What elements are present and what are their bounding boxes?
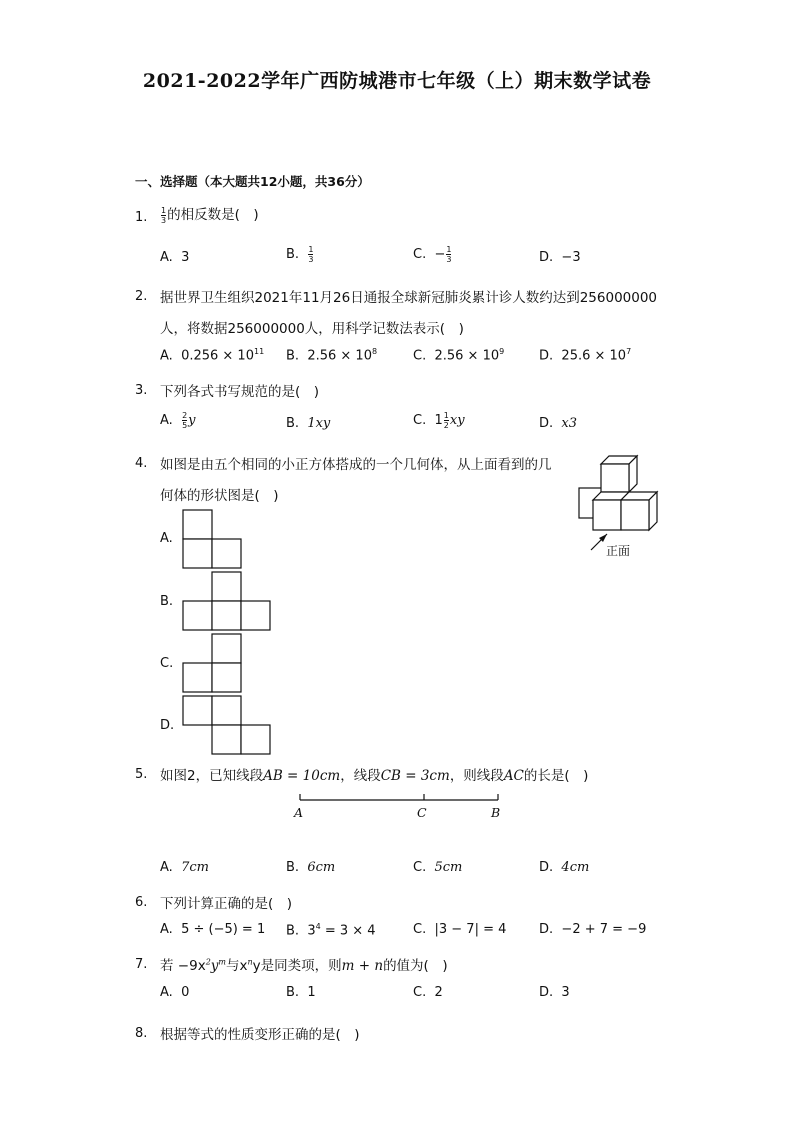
option-d-label[interactable]: D. (160, 718, 175, 733)
question-number: 1. (135, 210, 148, 225)
question-7-stem: 若 $-9x^2y^m$与$x^ny$是同类项，则m + n的值为( ) (160, 957, 448, 974)
option-c[interactable]: C. $2.56 \times 10^9$ (413, 347, 505, 364)
question-8-stem: 根据等式的性质变形正确的是( ) (160, 1027, 360, 1043)
question-5-stem: 如图2，已知线段AB = 10cm，线段CB = 3cm，则线段AC的长是( ) (160, 768, 589, 784)
option-c-label[interactable]: C. (160, 656, 174, 671)
option-a[interactable]: A. 3 (160, 250, 190, 265)
option-d-grid[interactable] (182, 695, 274, 757)
option-c[interactable]: C. |3 − 7| = 4 (413, 922, 507, 937)
option-a[interactable]: A. 7cm (160, 860, 209, 875)
question-4-line1: 如图是由五个相同的小正方体搭成的一个几何体，从上面看到的几 (160, 457, 552, 473)
option-d[interactable]: D. x3 (539, 416, 578, 431)
front-label: 正面 (606, 544, 631, 558)
question-number: 8. (135, 1026, 148, 1041)
option-a-grid[interactable] (182, 509, 244, 569)
option-a[interactable]: A. 0 (160, 985, 190, 1000)
option-b[interactable]: B. 1xy (286, 416, 331, 431)
option-c[interactable]: C. 1 $\frac{1}{2}$ xy (413, 411, 465, 430)
question-1-stem: $\frac{1}{3}$ 的相反数是( ) (161, 205, 259, 225)
option-d[interactable]: D. −3 (539, 250, 581, 265)
option-d[interactable]: D. 4cm (539, 860, 590, 875)
option-a-label[interactable]: A. (160, 531, 173, 546)
question-number: 4. (135, 456, 148, 471)
question-2-line1: 据世界卫生组织2021年11月26日通报全球新冠肺炎累计诊人数约达到256000000 (160, 290, 658, 306)
option-c[interactable]: C. 2 (413, 985, 443, 1000)
question-number: 7. (135, 957, 148, 972)
option-b[interactable]: B. $\frac{1}{3}$ (286, 245, 314, 264)
question-number: 6. (135, 895, 148, 910)
option-b-label[interactable]: B. (160, 594, 174, 609)
option-b-grid[interactable] (182, 571, 274, 631)
option-c[interactable]: C. − $\frac{1}{3}$ (413, 245, 452, 264)
question-6-stem: 下列计算正确的是( ) (160, 896, 293, 912)
option-c-grid[interactable] (182, 633, 244, 695)
question-3-stem: 下列各式书写规范的是( ) (160, 384, 320, 400)
option-a[interactable]: A. $0.256 \times 10^{11}$ (160, 347, 265, 364)
option-a[interactable]: A. $\frac{2}{5}$ y (160, 411, 196, 430)
question-number: 2. (135, 289, 148, 304)
option-b[interactable]: B. 1 (286, 985, 316, 1000)
option-d[interactable]: D. $25.6 \times 10^7$ (539, 347, 632, 364)
option-b[interactable]: B. $3^4 = 3 \times 4$ (286, 922, 376, 939)
option-d[interactable]: D. −2 + 7 = −9 (539, 922, 647, 937)
question-4-line2: 何体的形状图是( ) (160, 488, 279, 504)
option-d[interactable]: D. 3 (539, 985, 570, 1000)
point-b-label: B (491, 805, 501, 820)
option-b[interactable]: B. $2.56 \times 10^8$ (286, 347, 378, 364)
fraction: $\frac{1}{3}$ (161, 205, 167, 225)
question-number: 3. (135, 383, 148, 398)
option-c[interactable]: C. 5cm (413, 860, 463, 875)
option-b[interactable]: B. 6cm (286, 860, 336, 875)
question-2-line2: 人，将数据256000000人，用科学记数法表示( ) (160, 321, 464, 337)
page-title: 2021-2022学年广西防城港市七年级（上）期末数学试卷 (142, 70, 652, 92)
question-number: 5. (135, 767, 148, 782)
point-c-label: C (417, 805, 427, 820)
segment-diagram (296, 790, 506, 810)
point-a-label: A (294, 805, 304, 820)
section-header: 一、选择题（本大题共12小题，共36分） (135, 174, 370, 189)
option-a[interactable]: A. 5 ÷ (−5) = 1 (160, 922, 266, 937)
